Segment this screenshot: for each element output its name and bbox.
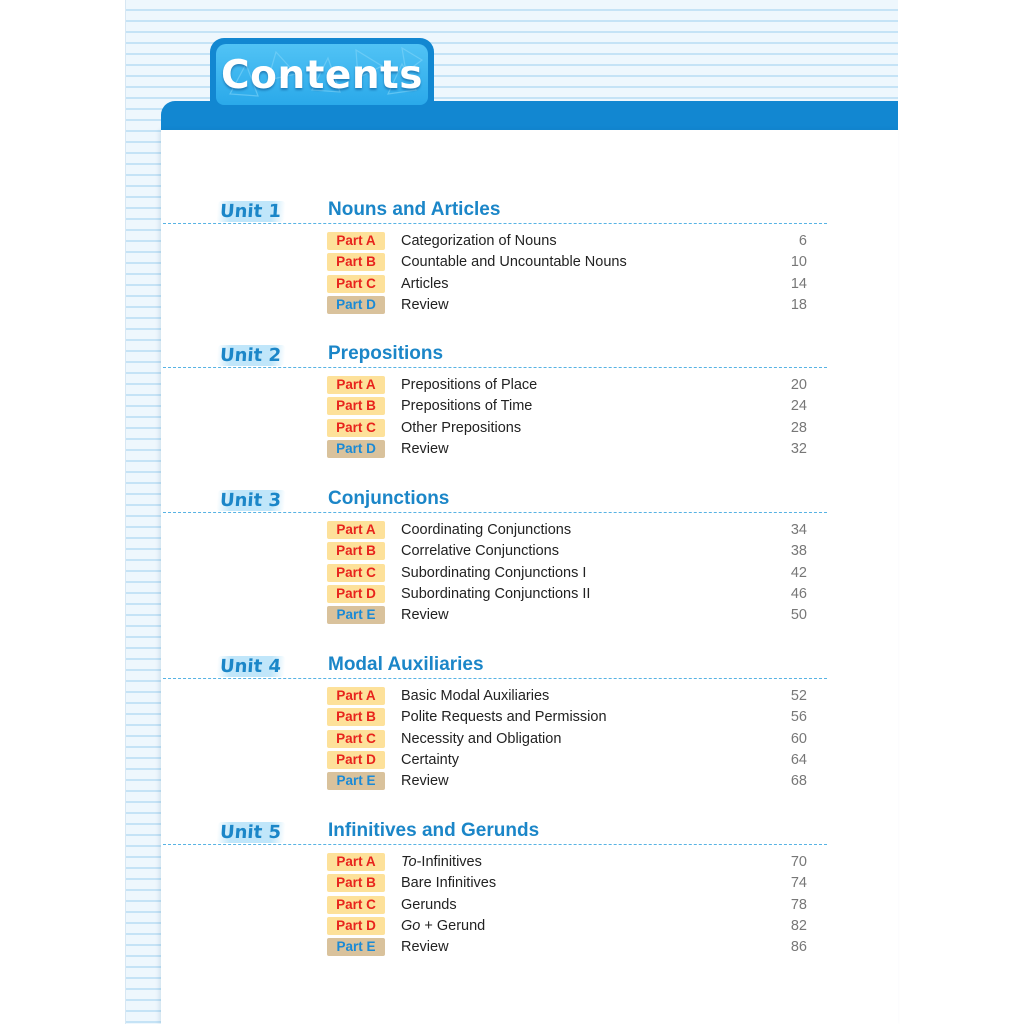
unit-title[interactable]: Infinitives and Gerunds	[328, 820, 540, 841]
unit-label: Unit 5	[216, 822, 285, 843]
page-number: 18	[790, 297, 807, 313]
part-badge: Part D	[327, 585, 385, 603]
unit-title[interactable]: Nouns and Articles	[328, 199, 501, 220]
page-number: 78	[790, 897, 807, 913]
part-badge: Part D	[327, 296, 385, 314]
page-number: 82	[790, 918, 807, 934]
unit-title[interactable]: Modal Auxiliaries	[328, 654, 484, 675]
toc-row[interactable]	[161, 541, 898, 561]
page-number: 14	[790, 276, 807, 292]
part-title: Review	[401, 773, 449, 789]
toc-row[interactable]	[161, 707, 898, 727]
dashed-divider	[163, 512, 827, 513]
part-badge: Part C	[327, 730, 385, 748]
page-number: 38	[790, 543, 807, 559]
toc-row[interactable]	[161, 252, 898, 272]
header-band	[161, 101, 898, 130]
toc-row[interactable]	[161, 584, 898, 604]
toc-row[interactable]	[161, 274, 898, 294]
toc-row[interactable]	[161, 563, 898, 583]
dashed-divider	[163, 367, 827, 368]
unit-label: Unit 1	[216, 201, 285, 222]
toc-row[interactable]	[161, 937, 898, 957]
unit-label: Unit 2	[216, 345, 285, 366]
toc-row[interactable]	[161, 231, 898, 251]
toc-row[interactable]	[161, 396, 898, 416]
page-number: 70	[790, 854, 807, 870]
page-number: 42	[790, 565, 807, 581]
part-badge: Part B	[327, 397, 385, 415]
toc-row[interactable]	[161, 771, 898, 791]
page-number: 56	[790, 709, 807, 725]
part-badge: Part D	[327, 751, 385, 769]
toc-row[interactable]	[161, 295, 898, 315]
part-title: Basic Modal Auxiliaries	[401, 688, 550, 704]
page-number: 20	[790, 377, 807, 393]
part-badge: Part A	[327, 687, 385, 705]
page-number: 34	[790, 522, 807, 538]
page-number: 52	[790, 688, 807, 704]
part-badge: Part D	[327, 440, 385, 458]
part-title: Review	[401, 441, 449, 457]
unit-label: Unit 3	[216, 490, 285, 511]
part-title: Certainty	[401, 752, 460, 768]
page-number: 86	[790, 939, 807, 955]
toc-row[interactable]	[161, 418, 898, 438]
part-badge: Part C	[327, 896, 385, 914]
part-badge: Part B	[327, 542, 385, 560]
toc-row[interactable]	[161, 895, 898, 915]
part-badge: Part A	[327, 376, 385, 394]
toc-row[interactable]	[161, 729, 898, 749]
part-title: Categorization of Nouns	[401, 233, 557, 249]
part-badge: Part E	[327, 606, 385, 624]
toc-row[interactable]	[161, 750, 898, 770]
part-title: Gerunds	[401, 897, 457, 913]
page-number: 68	[790, 773, 807, 789]
toc-row[interactable]	[161, 852, 898, 872]
part-title-italic: To	[401, 854, 417, 870]
part-title: Coordinating Conjunctions	[401, 522, 572, 538]
part-badge: Part E	[327, 772, 385, 790]
dashed-divider	[163, 844, 827, 845]
part-badge: Part D	[327, 917, 385, 935]
part-title-italic: Go	[401, 918, 421, 934]
page-number: 6	[798, 233, 807, 249]
part-title: Countable and Uncountable Nouns	[401, 254, 627, 270]
part-title: Review	[401, 939, 449, 955]
part-title: Review	[401, 607, 449, 623]
part-badge: Part B	[327, 708, 385, 726]
contents-tab	[210, 38, 434, 105]
page-number: 60	[790, 731, 807, 747]
part-badge: Part B	[327, 253, 385, 271]
page-number: 64	[790, 752, 807, 768]
part-badge: Part C	[327, 275, 385, 293]
part-title: Bare Infinitives	[401, 875, 497, 891]
page-number: 24	[790, 398, 807, 414]
page-number: 50	[790, 607, 807, 623]
page-number: 74	[790, 875, 807, 891]
contents-tab-face	[216, 44, 428, 105]
unit-title[interactable]: Prepositions	[328, 343, 444, 364]
toc-row[interactable]	[161, 916, 898, 936]
part-badge: Part E	[327, 938, 385, 956]
page-number: 10	[790, 254, 807, 270]
toc-row[interactable]	[161, 605, 898, 625]
toc-row[interactable]	[161, 439, 898, 459]
toc-row[interactable]	[161, 520, 898, 540]
page-title: Contents	[221, 53, 423, 98]
dashed-divider	[163, 223, 827, 224]
toc-row[interactable]	[161, 375, 898, 395]
part-title: Prepositions of Place	[401, 377, 538, 393]
part-title: Polite Requests and Permission	[401, 709, 607, 725]
part-title: Articles	[401, 276, 449, 292]
part-title: Correlative Conjunctions	[401, 543, 559, 559]
paper-edge	[125, 0, 126, 1024]
toc-row[interactable]	[161, 873, 898, 893]
part-title: Prepositions of Time	[401, 398, 533, 414]
part-badge: Part A	[327, 521, 385, 539]
page-number: 46	[790, 586, 807, 602]
toc-row[interactable]	[161, 686, 898, 706]
part-badge: Part A	[327, 232, 385, 250]
part-badge: Part C	[327, 419, 385, 437]
part-title: Subordinating Conjunctions II	[401, 586, 591, 602]
part-title: Other Prepositions	[401, 420, 522, 436]
unit-title[interactable]: Conjunctions	[328, 488, 450, 509]
part-badge: Part C	[327, 564, 385, 582]
page-number: 32	[790, 441, 807, 457]
part-title: Review	[401, 297, 449, 313]
part-title: Necessity and Obligation	[401, 731, 562, 747]
part-badge: Part A	[327, 853, 385, 871]
part-title: Subordinating Conjunctions I	[401, 565, 587, 581]
part-title-rest: -Infinitives	[416, 854, 482, 870]
unit-label: Unit 4	[216, 656, 285, 677]
part-title	[401, 853, 482, 871]
part-badge: Part B	[327, 874, 385, 892]
part-title-rest: + Gerund	[420, 918, 486, 934]
page-number: 28	[790, 420, 807, 436]
dashed-divider	[163, 678, 827, 679]
part-title	[401, 917, 485, 935]
